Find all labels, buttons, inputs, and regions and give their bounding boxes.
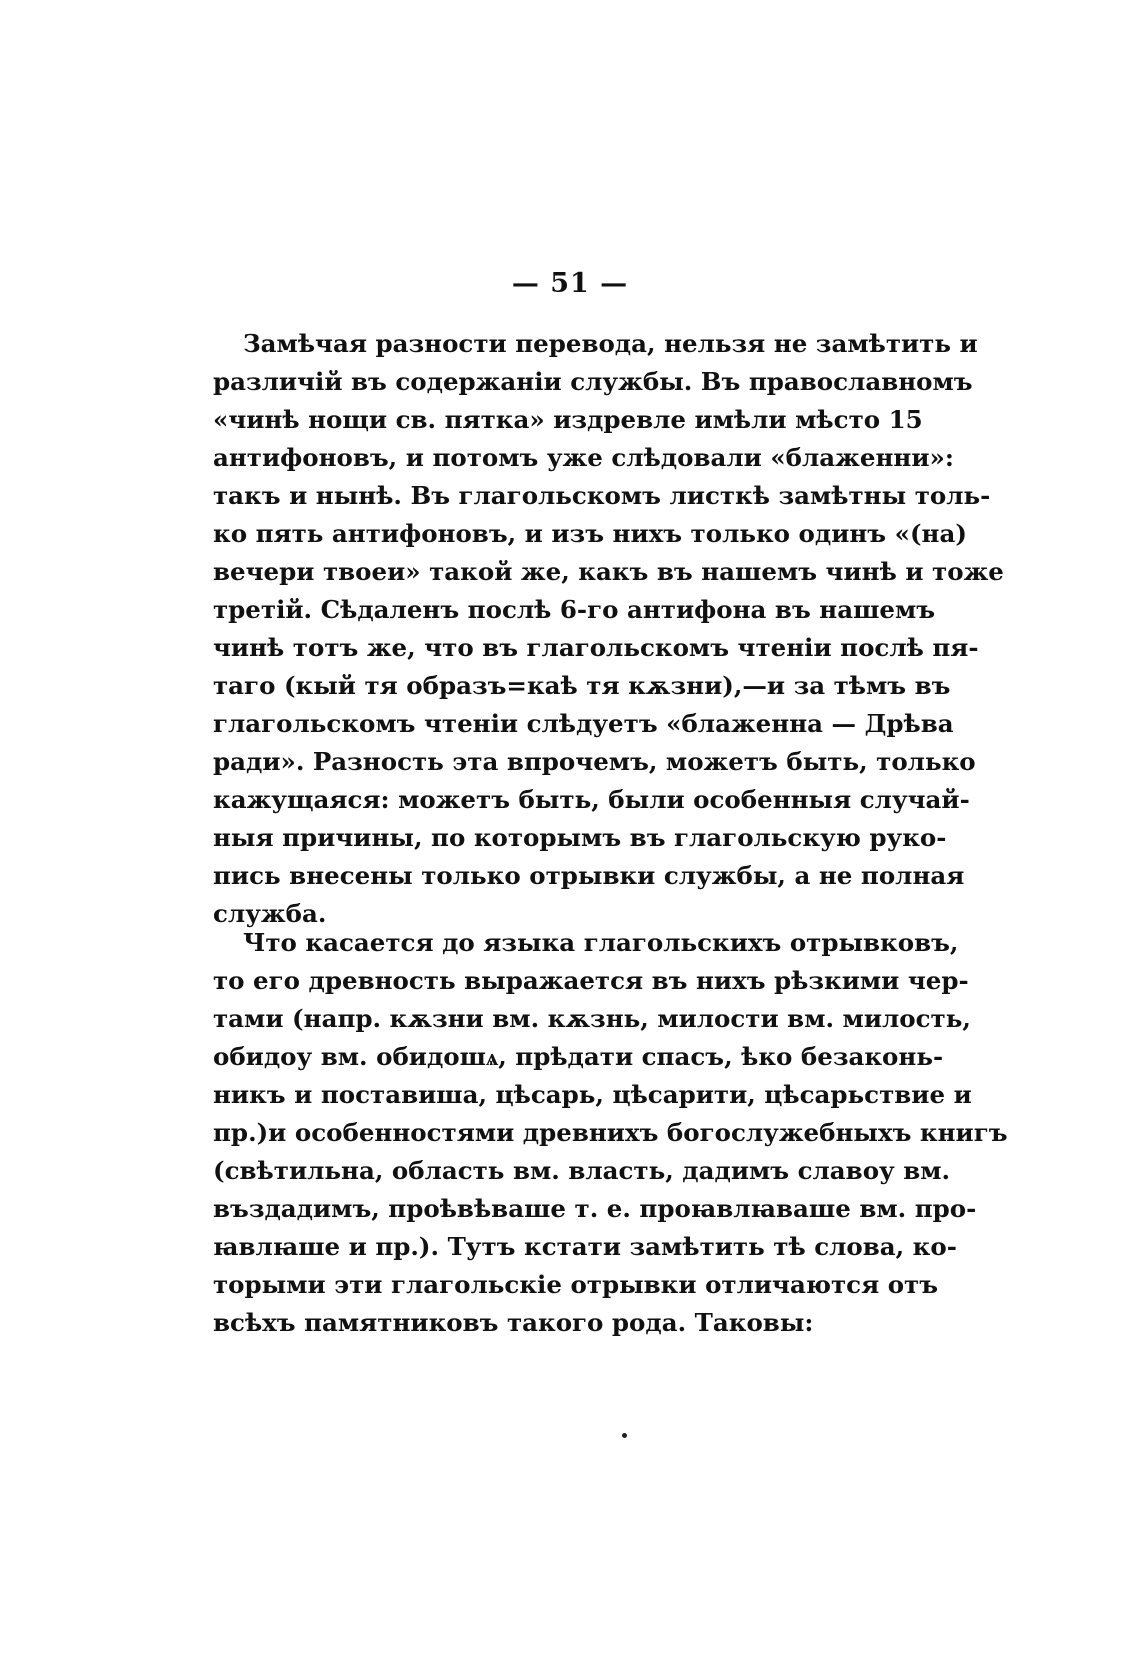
text-line: ко пять антифоновъ, и изъ нихъ только одинъ «(на) (213, 519, 967, 548)
text-line: (свѣтильна, область вм. власть, дадимъ славоу вм. (213, 1156, 951, 1185)
text-line: пись внесены только отрывки службы, а не полная (213, 861, 965, 890)
text-line: пр.)и особенностями древнихъ богослужебныхъ книгъ (213, 1118, 1008, 1147)
text-line: такъ и нынѣ. Въ глагольскомъ листкѣ замѣтны толь- (213, 481, 991, 510)
text-line: чинѣ тотъ же, что въ глагольскомъ чтеніи послѣ пя- (213, 633, 979, 662)
text-line: вечери твоеи» такой же, какъ въ нашемъ чинѣ и тоже (213, 557, 1004, 586)
text-line: антифоновъ, и потомъ уже слѣдовали «блаженни»: (213, 443, 954, 472)
text-line: Что касается до языка глагольскихъ отрывковъ, (243, 928, 959, 957)
text-line: Замѣчая разности перевода, нельзя не замѣтить и (243, 329, 978, 358)
text-line: служба. (213, 899, 327, 928)
text-line: третій. Сѣдаленъ послѣ 6-го антифона въ нашемъ (213, 595, 936, 624)
text-line: ныя причины, по которымъ въ глагольскую руко- (213, 823, 947, 852)
text-line: таго (кый тя образъ=каѣ тя кѫзни),—и за тѣмъ въ (213, 671, 951, 700)
text-line: ради». Разность эта впрочемъ, можетъ быть, только (213, 747, 976, 776)
text-line: глагольскомъ чтеніи слѣдуетъ «блаженна — Дрѣва (213, 709, 954, 738)
text-line: всѣхъ памятниковъ такого рода. Таковы: (213, 1308, 814, 1337)
paragraph-2 (213, 924, 1008, 1342)
text-line: никъ и поставиша, цѣсарь, цѣсарити, цѣсарьствие и (213, 1080, 972, 1109)
text-line: въздадимъ, проѣвѣваше т. е. проꙗвлꙗваше вм. про- (213, 1194, 977, 1223)
text-line: ꙗвлꙗше и пр.). Тутъ кстати замѣтить тѣ слова, ко- (213, 1232, 957, 1261)
ink-speck (622, 1433, 627, 1438)
text-line: торыми эти глагольскіе отрывки отличаются отъ (213, 1270, 939, 1299)
text-line: «чинѣ нощи св. пятка» издревле имѣли мѣсто 15 (213, 405, 923, 434)
text-line: различій въ содержаніи службы. Въ православномъ (213, 367, 973, 396)
text-line: тами (напр. кѫзни вм. кѫзнь, милости вм. милость, (213, 1004, 971, 1033)
text-line: то его древность выражается въ нихъ рѣзкими чер- (213, 966, 969, 995)
text-line: кажущаяся: можетъ быть, были особенныя случай- (213, 785, 970, 814)
page-number: — 51 — (511, 268, 629, 299)
paragraph-1 (213, 325, 1004, 933)
text-line: обидоу вм. обидошѧ, прѣдати спасъ, ѣко безаконь- (213, 1042, 944, 1071)
